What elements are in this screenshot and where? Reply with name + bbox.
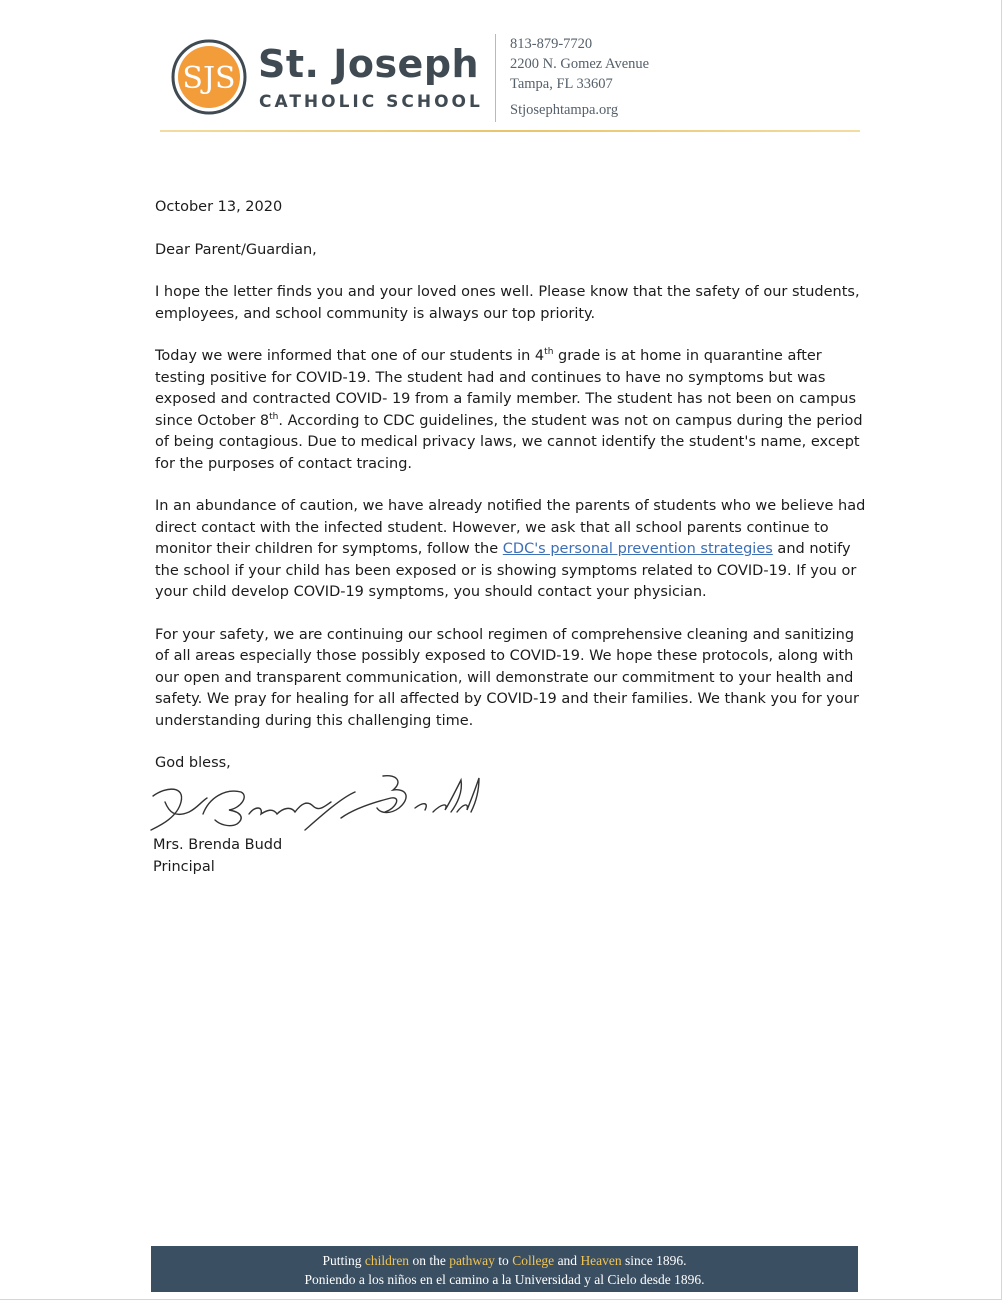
footer-spanish: Poniendo a los niños en el camino a la Universidad y al Cielo desde 1896. — [304, 1272, 705, 1287]
signer-name: Mrs. Brenda Budd — [153, 837, 283, 853]
paragraph-1: I hope the letter finds you and your loved ones well. Please know that the safety of our students, employees, and school community is always our top priority. — [155, 284, 860, 322]
paragraph-3: In an abundance of caution, we have already notified the parents of students who we believe had direct contact with the infected student. However, we ask that all school parents continue to monitor their children for symptoms, follow the CDC's personal prevention strategies and notify the school if your child has been exposed or is showing symptoms related to COVID-19. If you or your child develop COVID-19 symptoms, you should contact your physician. — [155, 498, 866, 600]
signature — [145, 768, 485, 840]
paragraph-2: Today we were informed that one of our students in 4th grade is at home in quarantine after testing positive for COVID-19. The student had and continues to have no symptoms but was exposed and contracted COVID- 19 from a family member. The student has not been on campus since October 8th. According to CDC guidelines, the student was not on campus during the period of being contagious. Due to medical privacy laws, we cannot identify the student's name, except for the purposes of contact tracing. — [155, 347, 863, 472]
cdc-prevention-link[interactable]: CDC's personal prevention strategies — [502, 541, 773, 557]
phone-number: 813-879-7720 — [510, 36, 593, 52]
letterhead-rule — [160, 130, 860, 132]
footer-english: Putting children on the pathway to College and Heaven since 1896. — [322, 1253, 687, 1268]
salutation: Dear Parent/Guardian, — [155, 241, 317, 258]
city-address: Tampa, FL 33607 — [510, 76, 613, 92]
closing: God bless, — [155, 755, 231, 771]
letter-body — [155, 197, 867, 775]
letter-date: October 13, 2020 — [155, 199, 283, 215]
seal-letters: SJS — [182, 61, 236, 96]
signer-title: Principal — [153, 859, 215, 875]
street-address: 2200 N. Gomez Avenue — [510, 56, 650, 72]
contact-block — [510, 34, 649, 120]
school-logo — [170, 38, 483, 120]
school-subtitle: CATHOLIC SCHOOL — [259, 92, 483, 112]
website: Stjosephtampa.org — [510, 102, 619, 118]
school-name: St. Joseph — [258, 42, 480, 86]
signature-block — [153, 834, 282, 878]
footer-banner — [151, 1246, 858, 1292]
school-seal-icon — [170, 38, 248, 116]
letterhead-divider — [495, 34, 496, 122]
paragraph-4: For your safety, we are continuing our school regimen of comprehensive cleaning and sanitizing of all areas especially those possibly exposed to COVID-19. We hope these protocols, along with our open and transparent communication, will demonstrate our commitment to your health and safety. We pray for healing for all affected by COVID-19 and their families. We thank you for your understanding during this challenging time. — [155, 626, 859, 729]
